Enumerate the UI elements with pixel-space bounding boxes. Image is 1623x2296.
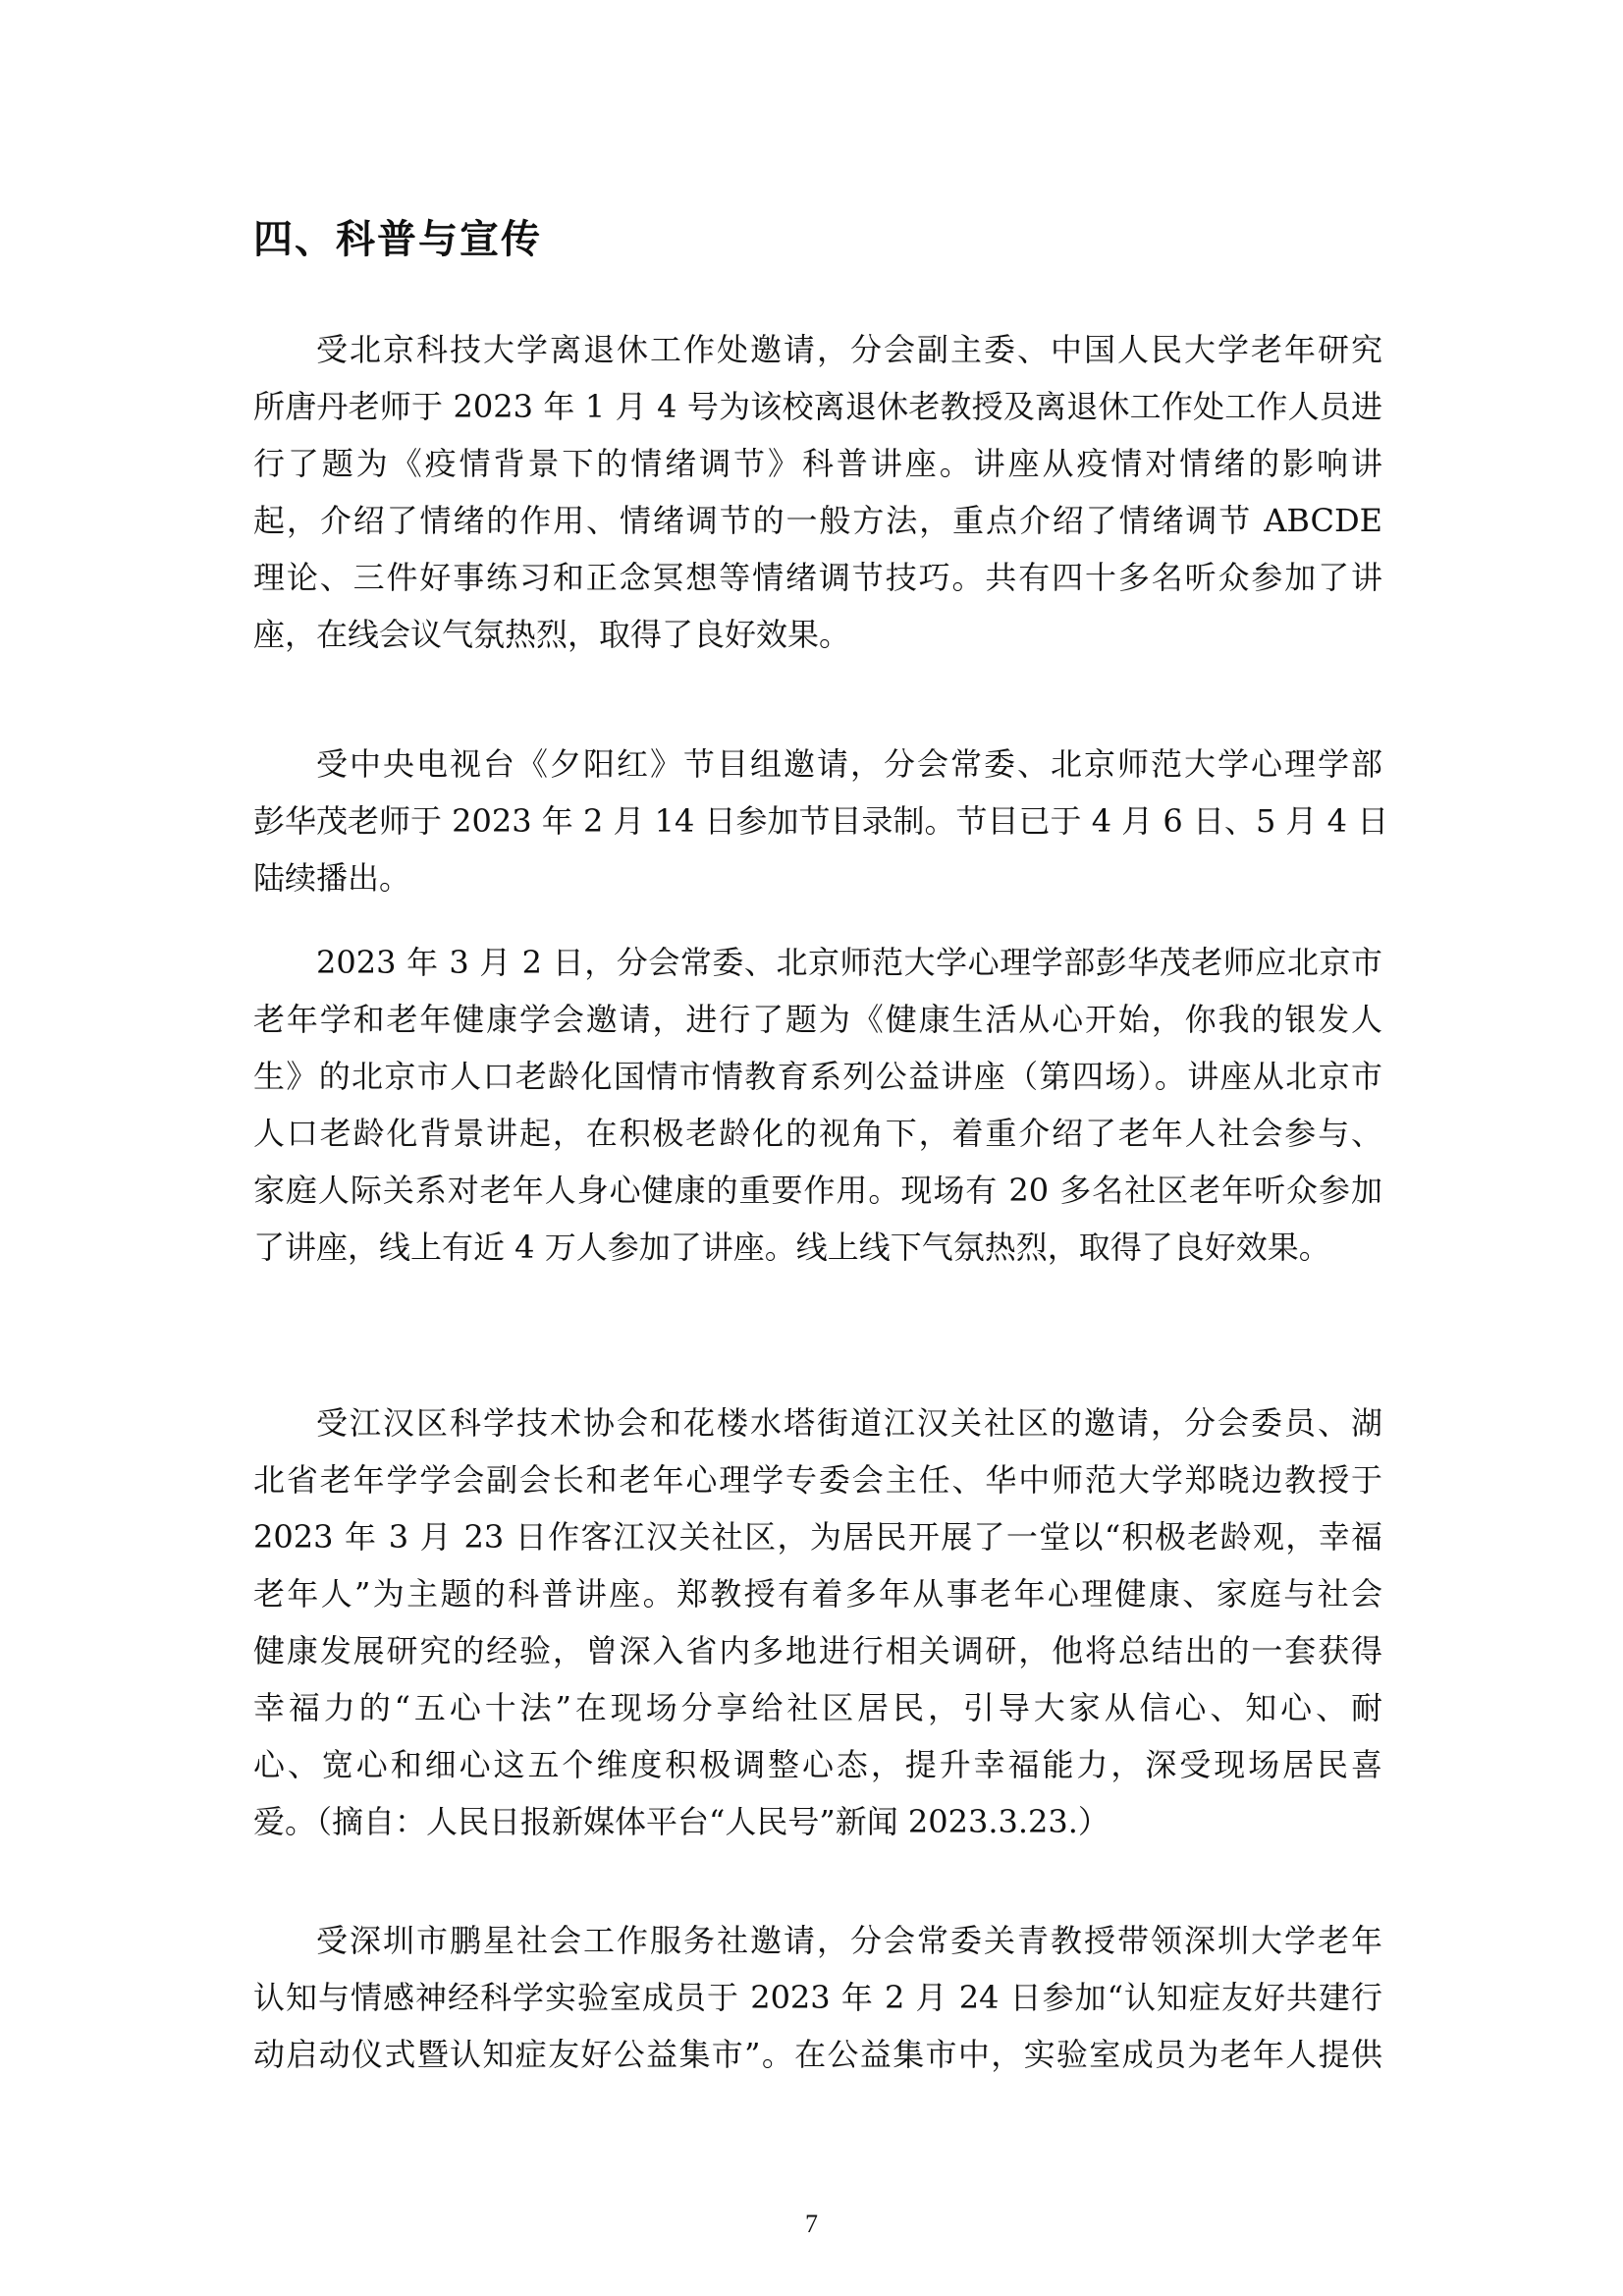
paragraph-line: 行了题为《疫情背景下的情绪调节》科普讲座。讲座从疫情对情绪的影响讲 (253, 445, 1382, 482)
paragraph-line: 老年学和老年健康学会邀请，进行了题为《健康生活从心开始，你我的银发人 (253, 1001, 1382, 1038)
paragraph-line: 2023 年 3 月 2 日，分会常委、北京师范大学心理学部彭华茂老师应北京市 (316, 944, 1382, 981)
paragraph-line: 健康发展研究的经验，曾深入省内多地进行相关调研，他将总结出的一套获得 (253, 1632, 1382, 1669)
paragraph-line: 老年人”为主题的科普讲座。郑教授有着多年从事老年心理健康、家庭与社会 (253, 1575, 1382, 1613)
paragraph-line: 2023 年 3 月 23 日作客江汉关社区，为居民开展了一堂以“积极老龄观，幸福 (253, 1518, 1382, 1556)
paragraph-line: 起，介绍了情绪的作用、情绪调节的一般方法，重点介绍了情绪调节 ABCDE (253, 502, 1382, 539)
paragraph-line: 受深圳市鹏星社会工作服务社邀请，分会常委关青教授带领深圳大学老年 (316, 1922, 1382, 1959)
paragraph-line: 动启动仪式暨认知症友好公益集市”。在公益集市中，实验室成员为老年人提供 (253, 2036, 1382, 2073)
paragraph-cctv-program (253, 736, 1389, 906)
paragraph-lecture-emotion-regulation (253, 321, 1382, 663)
paragraph-line: 北省老年学学会副会长和老年心理学专委会主任、华中师范大学郑晓边教授于 (253, 1461, 1382, 1499)
paragraph-line: 理论、三件好事练习和正念冥想等情绪调节技巧。共有四十多名听众参加了讲 (253, 559, 1382, 596)
section-title: 四、科普与宣传 (253, 216, 542, 262)
paragraph-line: 生》的北京市人口老龄化国情市情教育系列公益讲座（第四场）。讲座从北京市 (253, 1058, 1382, 1095)
paragraph-line: 家庭人际关系对老年人身心健康的重要作用。现场有 20 多名社区老年听众参加 (253, 1172, 1382, 1209)
paragraph-line: 了讲座，线上有近 4 万人参加了讲座。线上线下气氛热烈，取得了良好效果。 (253, 1229, 1330, 1266)
paragraph-shenzhen-dementia (253, 1912, 1382, 2083)
paragraph-line: 心、宽心和细心这五个维度积极调整心态，提升幸福能力，深受现场居民喜 (253, 1746, 1382, 1783)
paragraph-line: 所唐丹老师于 2023 年 1 月 4 号为该校离退休老教授及离退休工作处工作人员进 (253, 388, 1382, 425)
paragraph-line: 受北京科技大学离退休工作处邀请，分会副主委、中国人民大学老年研究 (316, 331, 1382, 368)
paragraph-line: 彭华茂老师于 2023 年 2 月 14 日参加节目录制。节目已于 4 月 6 日、5 月 4 日 (253, 802, 1389, 840)
paragraph-line: 人口老龄化背景讲起，在积极老龄化的视角下，着重介绍了老年人社会参与、 (253, 1115, 1382, 1152)
paragraph-line: 认知与情感神经科学实验室成员于 2023 年 2 月 24 日参加“认知症友好共建行 (253, 1979, 1382, 2016)
paragraph-beijing-lecture (253, 934, 1382, 1276)
paragraph-line: 座，在线会议气氛热烈，取得了良好效果。 (253, 616, 851, 653)
paragraph-jianghan-community (253, 1394, 1382, 1850)
paragraph-line: 爱。（摘自：人民日报新媒体平台“人民号”新闻 2023.3.23.） (253, 1803, 1109, 1840)
page-number: 7 (805, 2210, 818, 2238)
paragraph-line: 陆续播出。 (253, 859, 411, 897)
paragraph-line: 幸福力的“五心十法”在现场分享给社区居民，引导大家从信心、知心、耐 (253, 1689, 1382, 1726)
paragraph-line: 受中央电视台《夕阳红》节目组邀请，分会常委、北京师范大学心理学部 (316, 745, 1382, 783)
paragraph-line: 受江汉区科学技术协会和花楼水塔街道江汉关社区的邀请，分会委员、湖 (316, 1404, 1382, 1442)
